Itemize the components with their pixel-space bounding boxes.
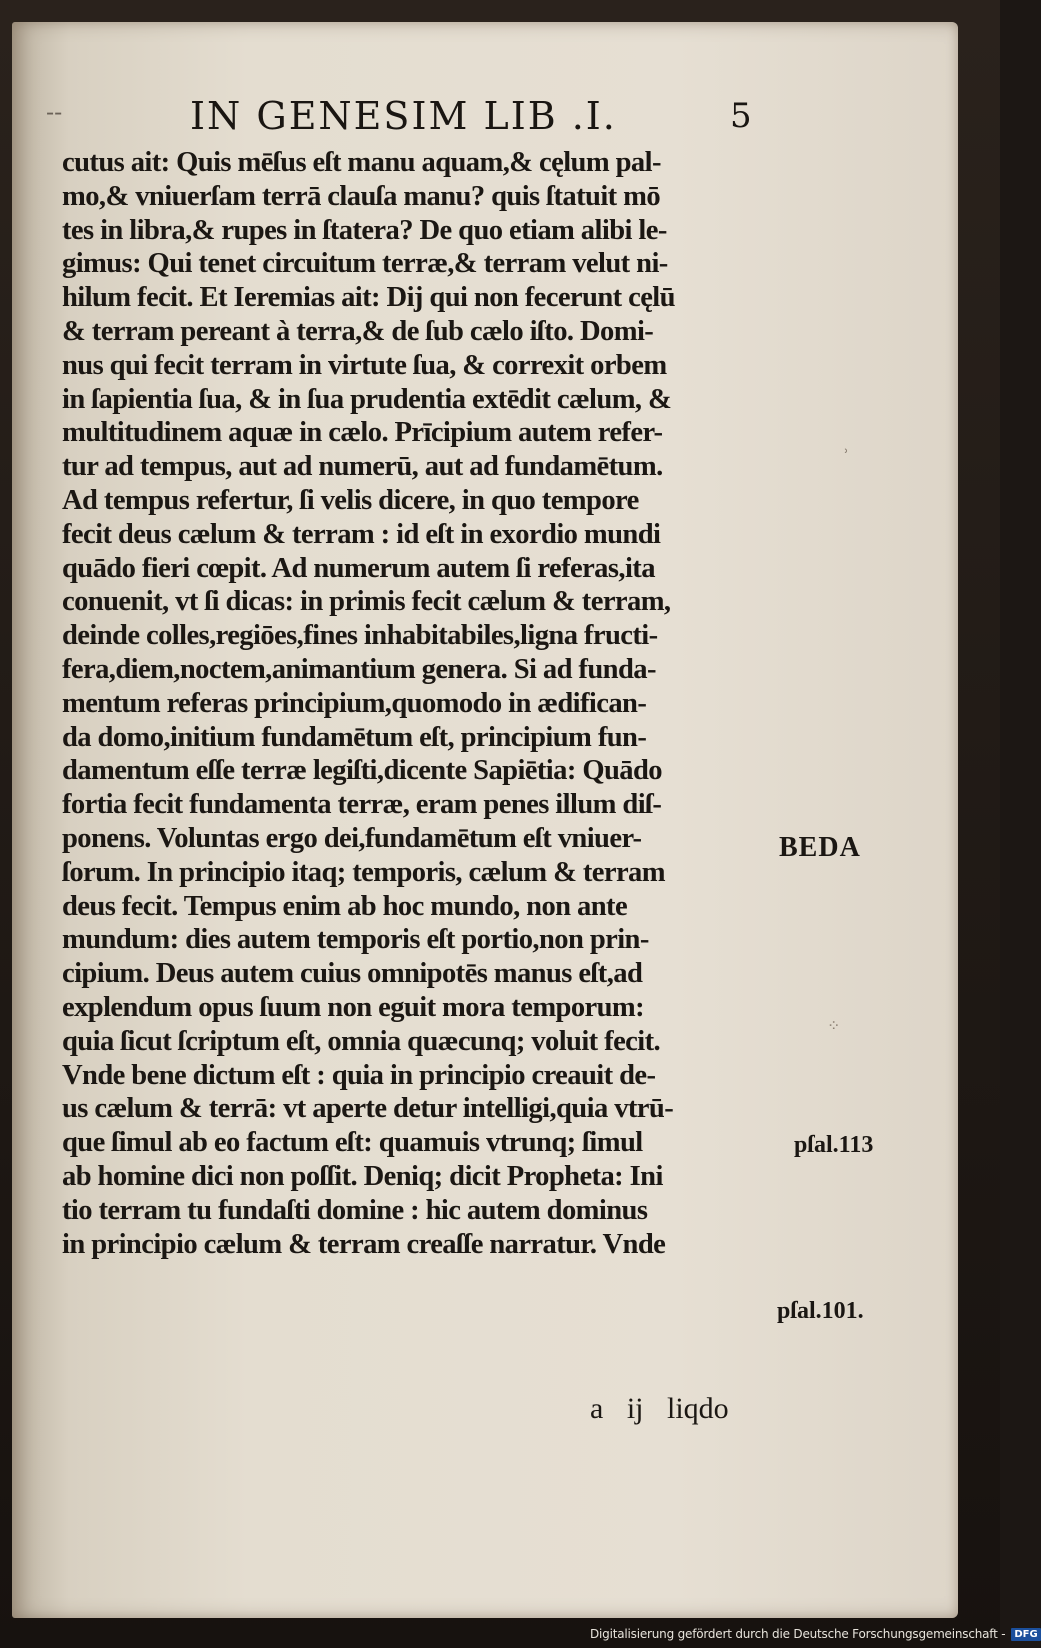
text-line: cipium. Deus autem cuius omnipotēs manus eſt,ad: [62, 958, 643, 990]
text-line: ponens. Voluntas ergo dei,fundamētum eſt vniuer-: [62, 822, 642, 854]
text-line: Ad tempus refertur, ſi velis dicere, in quo tempore: [62, 484, 639, 516]
text-line: tur ad tempus, aut ad numerū, aut ad fundamētum.: [62, 451, 663, 483]
text-line: cutus ait: Quis mēſus eſt manu aquam,& cęlum pal-: [62, 147, 661, 178]
text-line: fera,diem,noctem,animantium genera. Si ad funda-: [62, 653, 656, 685]
text-line: explendum opus ſuum non eguit mora temporum:: [62, 991, 645, 1023]
page-mark: --: [46, 98, 63, 126]
text-line: Vnde bene dictum eſt : quia in principio creauit de-: [62, 1059, 656, 1091]
text-line: gimus: Qui tenet circuitum terræ,& terram velut ni-: [62, 248, 668, 280]
text-line: tes in libra,& rupes in ſtatera? De quo etiam alibi le-: [62, 214, 667, 246]
text-line: hilum fecit. Et Ieremias ait: Dij qui non fecerunt cęlū: [62, 282, 675, 314]
text-line: fortia fecit fundamenta terræ, eram penes illum diſ-: [62, 789, 662, 821]
text-line: in principio cælum & terram creaſſe narratur. Vnde: [62, 1228, 666, 1260]
paper-speck: ⁘: [827, 1016, 841, 1035]
text-line: us cælum & terrā: vt aperte detur intelligi,quia vtrū-: [62, 1093, 674, 1125]
digitization-footer: [590, 1624, 1041, 1644]
text-line: tio terram tu fundaſti domine : hic autem dominus: [62, 1194, 648, 1226]
text-line: in ſapientia ſua, & in ſua prudentia extēdit cælum, &: [62, 383, 672, 415]
text-line: quia ſicut ſcriptum eſt, omnia quæcunq; voluit fecit.: [62, 1025, 661, 1057]
main-text-block: [62, 146, 782, 1261]
marginal-note-beda: BEDA: [779, 832, 861, 863]
text-line: nus qui fecit terram in virtute ſua, & correxit orbem: [62, 349, 667, 381]
text-line: conuenit, vt ſi dicas: in primis fecit cælum & terram,: [62, 586, 671, 618]
text-line: multitudinem aquæ in cælo. Prīcipium autem refer-: [62, 417, 663, 449]
text-line: mo,& vniuerſam terrā clauſa manu? quis ſtatuit mō: [62, 180, 661, 212]
catchword-line: a ij liqdo: [590, 1392, 729, 1425]
text-line: da domo,initium fundamētum eſt, principium fun-: [62, 721, 647, 753]
paper-speck: ˒: [844, 442, 849, 461]
text-line: que ſimul ab eo factum eſt: quamuis vtrunq; ſimul: [62, 1127, 643, 1159]
running-head-title: IN GENESIM LIB .I.: [190, 94, 617, 138]
text-line: mentum referas principium,quomodo in ædifican-: [62, 687, 647, 719]
text-line: & terram pereant à terra,& de ſub cælo iſto. Domi-: [62, 315, 654, 347]
text-line: quādo fieri cœpit. Ad numerum autem ſi referas,ita: [62, 552, 655, 584]
marginal-note-psalm-1: pſal.113: [794, 1132, 874, 1158]
text-line: damentum eſſe terræ legiſti,dicente Sapiētia: Quādo: [62, 755, 662, 787]
text-line: mundum: dies autem temporis eſt portio,non prin-: [62, 924, 649, 956]
book-page: [12, 22, 958, 1618]
running-head: [12, 94, 958, 154]
text-line: ſorum. In principio itaq; temporis, cælum & terram: [62, 856, 665, 888]
text-line: deinde colles,regiōes,fines inhabitabiles,ligna fructi-: [62, 620, 658, 652]
text-line: fecit deus cælum & terram : id eſt in exordio mundi: [62, 518, 661, 550]
folio-number: 5: [730, 96, 752, 136]
text-line: ab homine dici non poſſit. Deniq; dicit Propheta: Ini: [62, 1160, 663, 1192]
text-line: deus fecit. Tempus enim ab hoc mundo, non ante: [62, 890, 628, 922]
marginal-note-psalm-2: pſal.101.: [777, 1298, 864, 1324]
dfg-logo: DFG: [1011, 1628, 1040, 1641]
funding-notice: Digitalisierung gefördert durch die Deutsche Forschungsgemeinschaft -: [590, 1627, 1006, 1641]
